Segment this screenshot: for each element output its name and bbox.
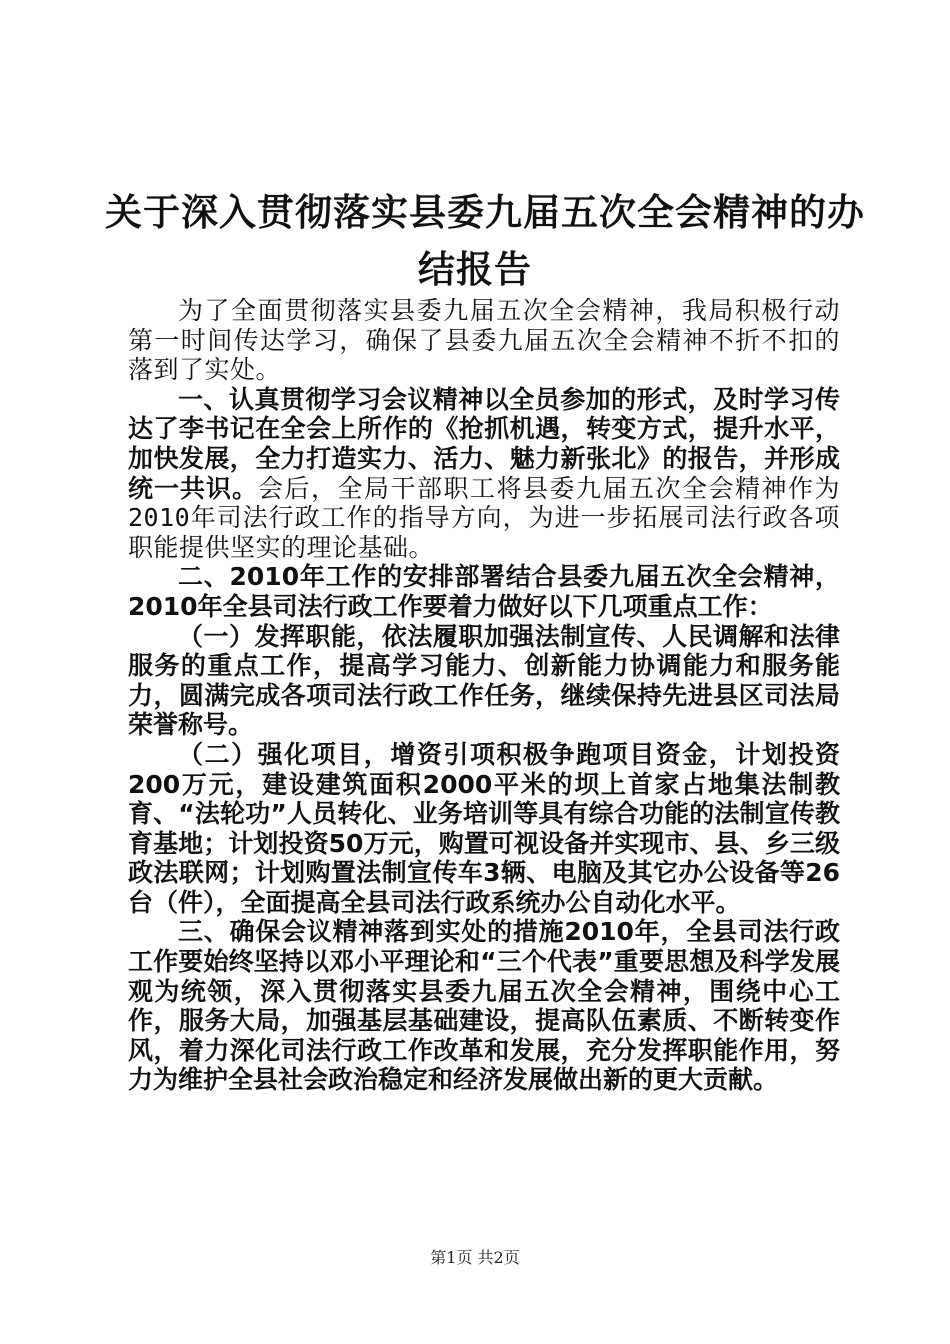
paragraph-item-2: （二）强化项目，增资引项积极争跑项目资金，计划投资200万元，建设建筑面积2000平米的坝上首家占地集法制教育、“法轮功”人员转化、业务培训等具有综合功能的法制宣传教育基地；计划投资50万元，购置可视设备并实现市、县、乡三级政法联网；计划购置法制宣传车3辆、电脑及其它办公设备等26台（件），全面提高全县司法行政系统办公自动化水平。	[128, 739, 840, 917]
document-body	[128, 296, 840, 1095]
paragraph-intro: 为了全面贯彻落实县委九届五次全会精神，我局积极行动第一时间传达学习，确保了县委九届五次全会精神不折不扣的落到了实处。	[128, 296, 840, 385]
paragraph-section-1	[128, 385, 840, 563]
paragraph-section-3: 三、确保会议精神落到实处的措施2010年，全县司法行政工作要始终坚持以邓小平理论和“三个代表”重要思想及科学发展观为统领，深入贯彻落实县委九届五次全会精神，围绕中心工作，服务大局，加强基层基础建设，提高队伍素质、不断转变作风，着力深化司法行政工作改革和发展，充分发挥职能作用，努力为维护全县社会政治稳定和经济发展做出新的更大贡献。	[128, 917, 840, 1095]
document-title-line-1: 关于深入贯彻落实县委九届五次全会精神的办	[105, 190, 865, 234]
page-number-footer: 第1页 共2页	[430, 1248, 520, 1267]
paragraph-section-2: 二、2010年工作的安排部署结合县委九届五次全会精神，2010年全县司法行政工作要着力做好以下几项重点工作：	[128, 562, 840, 621]
paragraph-item-1: （一）发挥职能，依法履职加强法制宣传、人民调解和法律服务的重点工作，提高学习能力、创新能力协调能力和服务能力，圆满完成各项司法行政工作任务，继续保持先进县区司法局荣誉称号。	[128, 621, 840, 740]
document-title-line-2: 结报告	[418, 247, 532, 291]
paragraph-section-1-continued: 会后，全局干部职工将县委九届五次全会精神作为2010年司法行政工作的指导方向，为进一步拓展司法行政各项职能提供坚实的理论基础。	[128, 473, 840, 562]
paragraph-section-1-bold: 一、认真贯彻学习会议精神以全员参加的形式，及时学习传达了李书记在全会上所作的《抢抓机遇，转变方式，提升水平，加快发展，全力打造实力、活力、魅力新张北》的报告，并形成统一共识。	[128, 384, 840, 503]
